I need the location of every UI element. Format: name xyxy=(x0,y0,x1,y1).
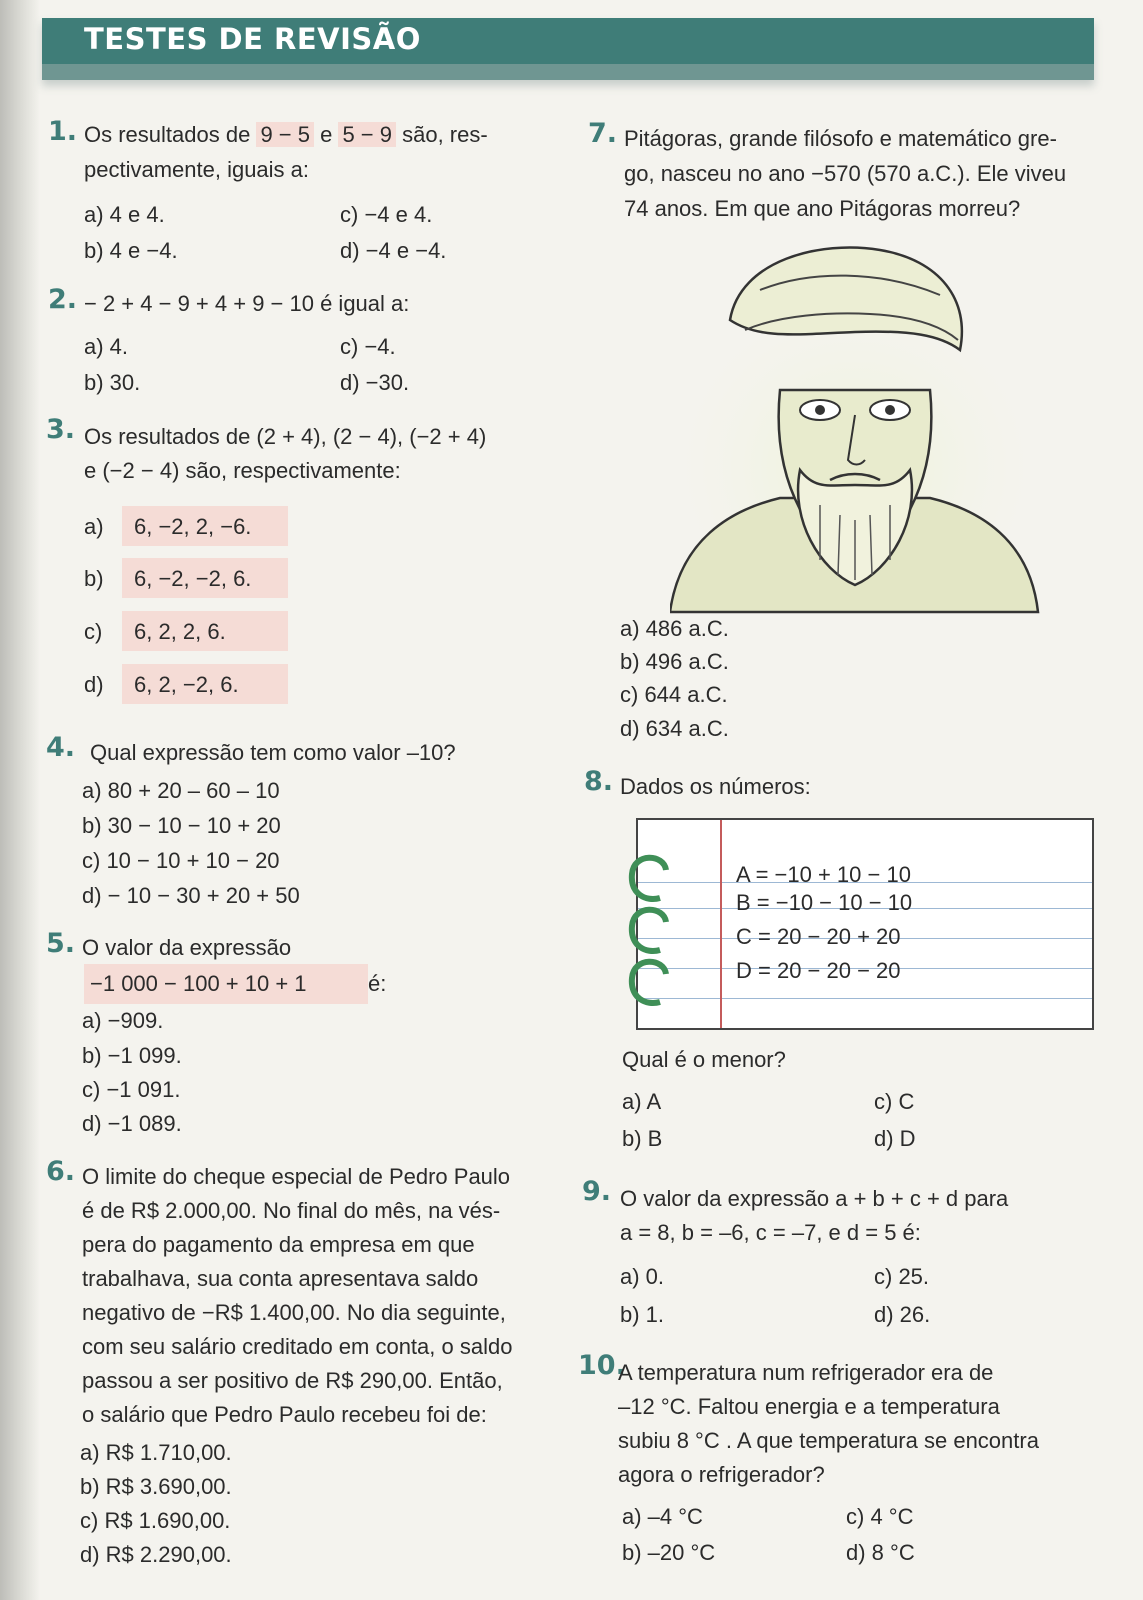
option-c[interactable]: c) C xyxy=(874,1089,915,1114)
option-b[interactable]: 6, −2, −2, 6. xyxy=(134,566,252,591)
number-b: B = −10 − 10 − 10 xyxy=(736,890,913,915)
option-a[interactable]: a) 0. xyxy=(620,1264,665,1289)
text-fragment: são, res- xyxy=(396,122,488,147)
spiral-ring-icon xyxy=(626,954,672,1008)
highlighted-expression: 5 − 9 xyxy=(338,122,396,147)
question-text: trabalhava, sua conta apresentava saldo xyxy=(82,1266,479,1291)
page-binding-shadow xyxy=(0,0,40,1600)
text-fragment: e xyxy=(313,122,339,147)
question-text: é de R$ 2.000,00. No final do mês, na vés- xyxy=(82,1198,501,1223)
question-text: pera do pagamento da empresa em que xyxy=(82,1232,475,1257)
option-b[interactable]: b) 30. xyxy=(84,370,141,395)
option-c[interactable]: c) −4 e 4. xyxy=(340,202,433,227)
option-c[interactable]: c) 644 a.C. xyxy=(620,682,728,707)
option-a[interactable]: a) –4 °C xyxy=(622,1504,703,1529)
question-number: 6. xyxy=(46,1156,76,1187)
option-b[interactable]: b) 1. xyxy=(620,1302,665,1327)
number-a: A = −10 + 10 − 10 xyxy=(736,862,911,887)
option-b[interactable]: b) 4 e −4. xyxy=(84,238,178,263)
option-c[interactable]: c) 4 °C xyxy=(846,1504,914,1529)
question-text: O valor da expressão xyxy=(82,935,292,960)
option-label-b[interactable]: b) xyxy=(84,566,104,591)
question-text: O limite do cheque especial de Pedro Paulo xyxy=(82,1164,511,1189)
option-label-a[interactable]: a) xyxy=(84,514,104,539)
option-a[interactable]: a) 4. xyxy=(84,334,129,359)
option-c[interactable]: c) 25. xyxy=(874,1264,930,1289)
question-text: A temperatura num refrigerador era de xyxy=(618,1360,994,1385)
question-text: subiu 8 °C . A que temperatura se encontra xyxy=(618,1428,1039,1453)
question-number: 2. xyxy=(48,284,78,315)
question-text: pectivamente, iguais a: xyxy=(84,157,310,182)
option-b[interactable]: b) R$ 3.690,00. xyxy=(80,1474,232,1499)
option-d[interactable]: d) 634 a.C. xyxy=(620,716,729,741)
question-number: 7. xyxy=(588,118,618,149)
spiral-ring-icon xyxy=(626,850,672,904)
question-text: a = 8, b = –6, c = –7, e d = 5 é: xyxy=(620,1220,921,1245)
question-text: passou a ser positivo de R$ 290,00. Então, xyxy=(82,1368,503,1393)
question-number: 8. xyxy=(584,766,614,797)
option-c[interactable]: c) −4. xyxy=(340,334,396,359)
option-d[interactable]: d) − 10 − 30 + 20 + 50 xyxy=(82,883,300,908)
option-b[interactable]: b) B xyxy=(622,1126,663,1151)
option-c[interactable]: 6, 2, 2, 6. xyxy=(134,619,226,644)
margin-line xyxy=(720,820,722,1028)
option-d[interactable]: 6, 2, −2, 6. xyxy=(134,672,239,697)
question-text: Os resultados de (2 + 4), (2 − 4), (−2 + 4) xyxy=(84,424,487,449)
number-d: D = 20 − 20 − 20 xyxy=(736,958,901,983)
pythagoras-bust-illustration xyxy=(670,240,1040,614)
question-number: 9. xyxy=(582,1176,612,1207)
number-c: C = 20 − 20 + 20 xyxy=(736,924,901,949)
question-text: Dados os números: xyxy=(620,774,811,799)
question-text: − 2 + 4 − 9 + 4 + 9 − 10 é igual a: xyxy=(84,291,410,316)
question-text: Pitágoras, grande filósofo e matemático gre- xyxy=(624,126,1057,151)
option-label-d[interactable]: d) xyxy=(84,672,104,697)
question-text: o salário que Pedro Paulo recebeu foi de: xyxy=(82,1402,487,1427)
option-d[interactable]: d) −4 e −4. xyxy=(340,238,447,263)
option-a[interactable]: a) 4 e 4. xyxy=(84,202,165,227)
option-a[interactable]: a) −909. xyxy=(82,1008,164,1033)
question-number: 3. xyxy=(46,414,76,445)
question-text: 74 anos. Em que ano Pitágoras morreu? xyxy=(624,196,1021,221)
option-a[interactable]: 6, −2, 2, −6. xyxy=(134,514,252,539)
ruled-line xyxy=(638,998,1092,999)
option-d[interactable]: d) D xyxy=(874,1126,916,1151)
option-d[interactable]: d) −30. xyxy=(340,370,410,395)
question-text: é: xyxy=(368,971,387,996)
question-number: 4. xyxy=(46,732,76,763)
notebook-card xyxy=(636,818,1094,1030)
question-text: –12 °C. Faltou energia e a temperatura xyxy=(618,1394,1000,1419)
question-text: go, nasceu no ano −570 (570 a.C.). Ele viveu xyxy=(624,161,1067,186)
option-a[interactable]: a) 486 a.C. xyxy=(620,616,729,641)
option-d[interactable]: d) R$ 2.290,00. xyxy=(80,1542,232,1567)
question-number: 5. xyxy=(46,928,76,959)
question-text: com seu salário creditado em conta, o saldo xyxy=(82,1334,513,1359)
question-text: Qual é o menor? xyxy=(622,1047,786,1072)
option-b[interactable]: b) −1 099. xyxy=(82,1043,182,1068)
question-text: O valor da expressão a + b + c + d para xyxy=(620,1186,1009,1211)
highlighted-expression: −1 000 − 100 + 10 + 1 xyxy=(90,971,307,996)
option-d[interactable]: d) −1 089. xyxy=(82,1111,182,1136)
option-c[interactable]: c) R$ 1.690,00. xyxy=(80,1508,231,1533)
text-fragment: Os resultados de xyxy=(84,122,257,147)
option-a[interactable]: a) 80 + 20 – 60 – 10 xyxy=(82,778,280,803)
question-text: agora o refrigerador? xyxy=(618,1462,825,1487)
option-c[interactable]: c) −1 091. xyxy=(82,1077,181,1102)
question-number: 10. xyxy=(578,1350,626,1381)
highlighted-expression: 9 − 5 xyxy=(256,122,314,147)
page-title: TESTES DE REVISÃO xyxy=(84,22,421,56)
question-text: e (−2 − 4) são, respectivamente: xyxy=(84,458,401,483)
question-text xyxy=(84,118,488,152)
spiral-ring-icon xyxy=(626,902,672,956)
option-b[interactable]: b) –20 °C xyxy=(622,1540,716,1565)
option-b[interactable]: b) 496 a.C. xyxy=(620,649,729,674)
option-a[interactable]: a) A xyxy=(622,1089,662,1114)
option-b[interactable]: b) 30 − 10 − 10 + 20 xyxy=(82,813,281,838)
option-d[interactable]: d) 8 °C xyxy=(846,1540,915,1565)
option-c[interactable]: c) 10 − 10 + 10 − 20 xyxy=(82,848,280,873)
question-text: Qual expressão tem como valor –10? xyxy=(90,740,456,765)
option-d[interactable]: d) 26. xyxy=(874,1302,931,1327)
question-number: 1. xyxy=(48,116,78,147)
option-label-c[interactable]: c) xyxy=(84,619,103,644)
option-a[interactable]: a) R$ 1.710,00. xyxy=(80,1440,232,1465)
question-text: negativo de −R$ 1.400,00. No dia seguinte, xyxy=(82,1300,506,1325)
